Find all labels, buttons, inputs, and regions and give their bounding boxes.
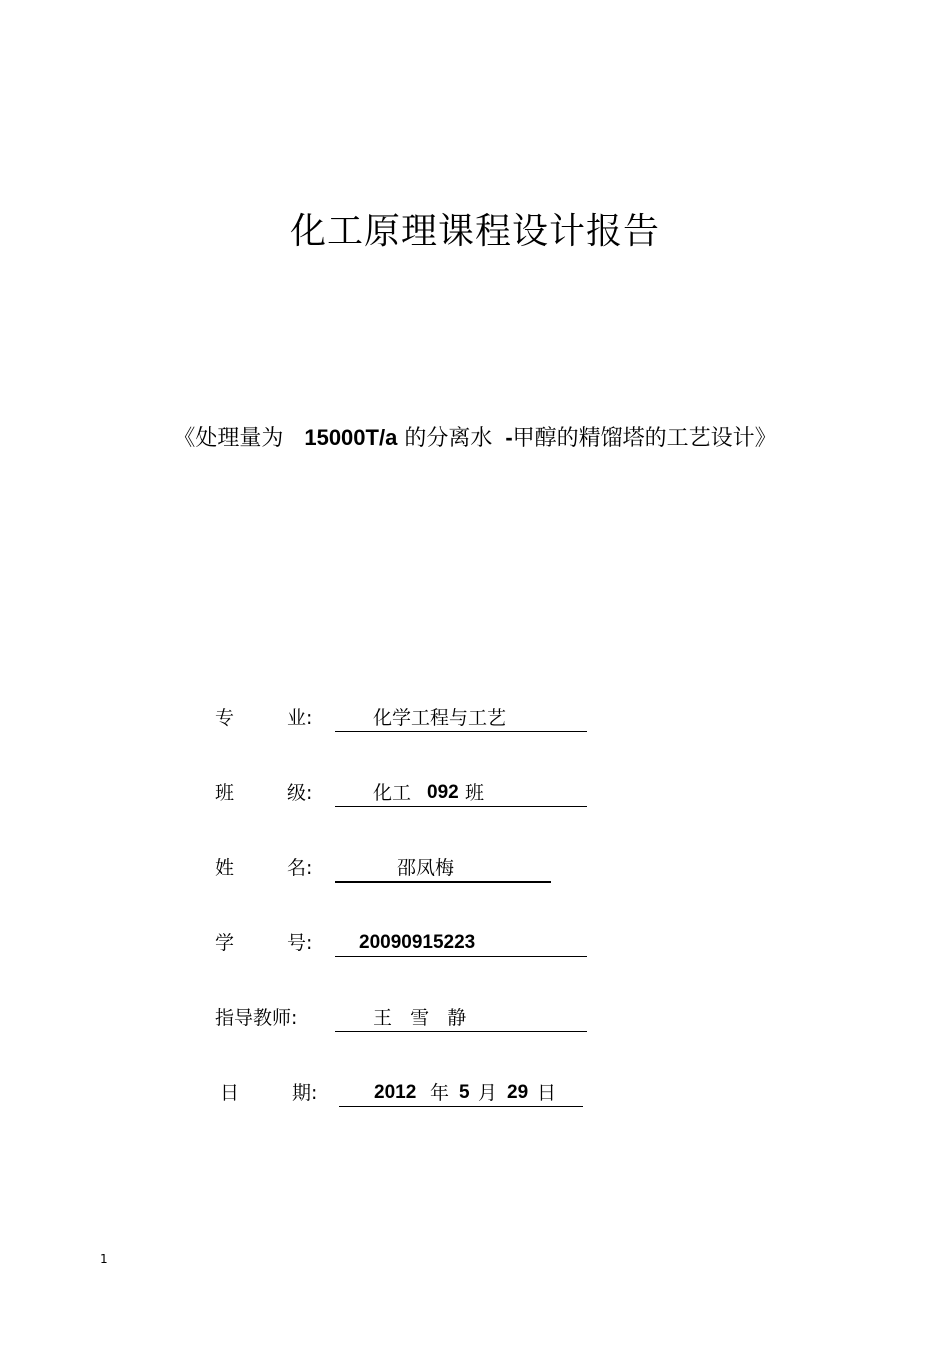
subtitle-open: 《处理量为 (173, 426, 284, 451)
report-subtitle (0, 422, 950, 455)
date-value-line (339, 1078, 583, 1107)
date-day: 29 (507, 1082, 529, 1103)
date-label-b: 期: (292, 1082, 318, 1104)
advisor-label: 指导教师: (215, 1007, 298, 1029)
subtitle-capacity: 15000T/a (304, 425, 398, 450)
major-label-b: 业: (287, 707, 313, 729)
class-label-b: 级: (287, 782, 313, 804)
name-label-a: 姓 (215, 857, 235, 879)
subtitle-end: 甲醇的精馏塔的工艺设计》 (512, 426, 777, 451)
subtitle-dash: - (505, 425, 513, 450)
date-month: 5 (459, 1082, 470, 1103)
name-label-b: 名: (287, 857, 313, 879)
major-value: 化学工程与工艺 (373, 707, 507, 729)
major-value-line (335, 703, 587, 732)
date-year: 2012 (374, 1082, 417, 1103)
page-number: 1 (100, 1252, 108, 1266)
report-title: 化工原理课程设计报告 (289, 211, 660, 252)
class-label-a: 班 (215, 782, 235, 804)
name-value-line (335, 853, 551, 883)
subtitle-mid: 的分离水 (404, 426, 493, 451)
student-id-value: 20090915223 (359, 932, 476, 953)
class-value-line (335, 778, 587, 807)
advisor-value-line (335, 1003, 587, 1032)
advisor-value: 王 雪 静 (373, 1007, 467, 1029)
class-value-a: 化工 (373, 782, 412, 804)
major-label-a: 专 (215, 707, 235, 729)
name-value: 邵凤梅 (397, 857, 455, 879)
student-id-label-a: 学 (215, 932, 235, 954)
student-id-label-b: 号: (287, 932, 313, 954)
date-day-unit: 日 (537, 1082, 557, 1104)
date-year-unit: 年 (430, 1082, 450, 1104)
date-label-a: 日 (220, 1082, 240, 1104)
class-value-num: 092 (427, 782, 459, 803)
student-id-value-line (335, 928, 587, 957)
date-month-unit: 月 (478, 1082, 498, 1104)
class-value-b: 班 (465, 782, 485, 804)
